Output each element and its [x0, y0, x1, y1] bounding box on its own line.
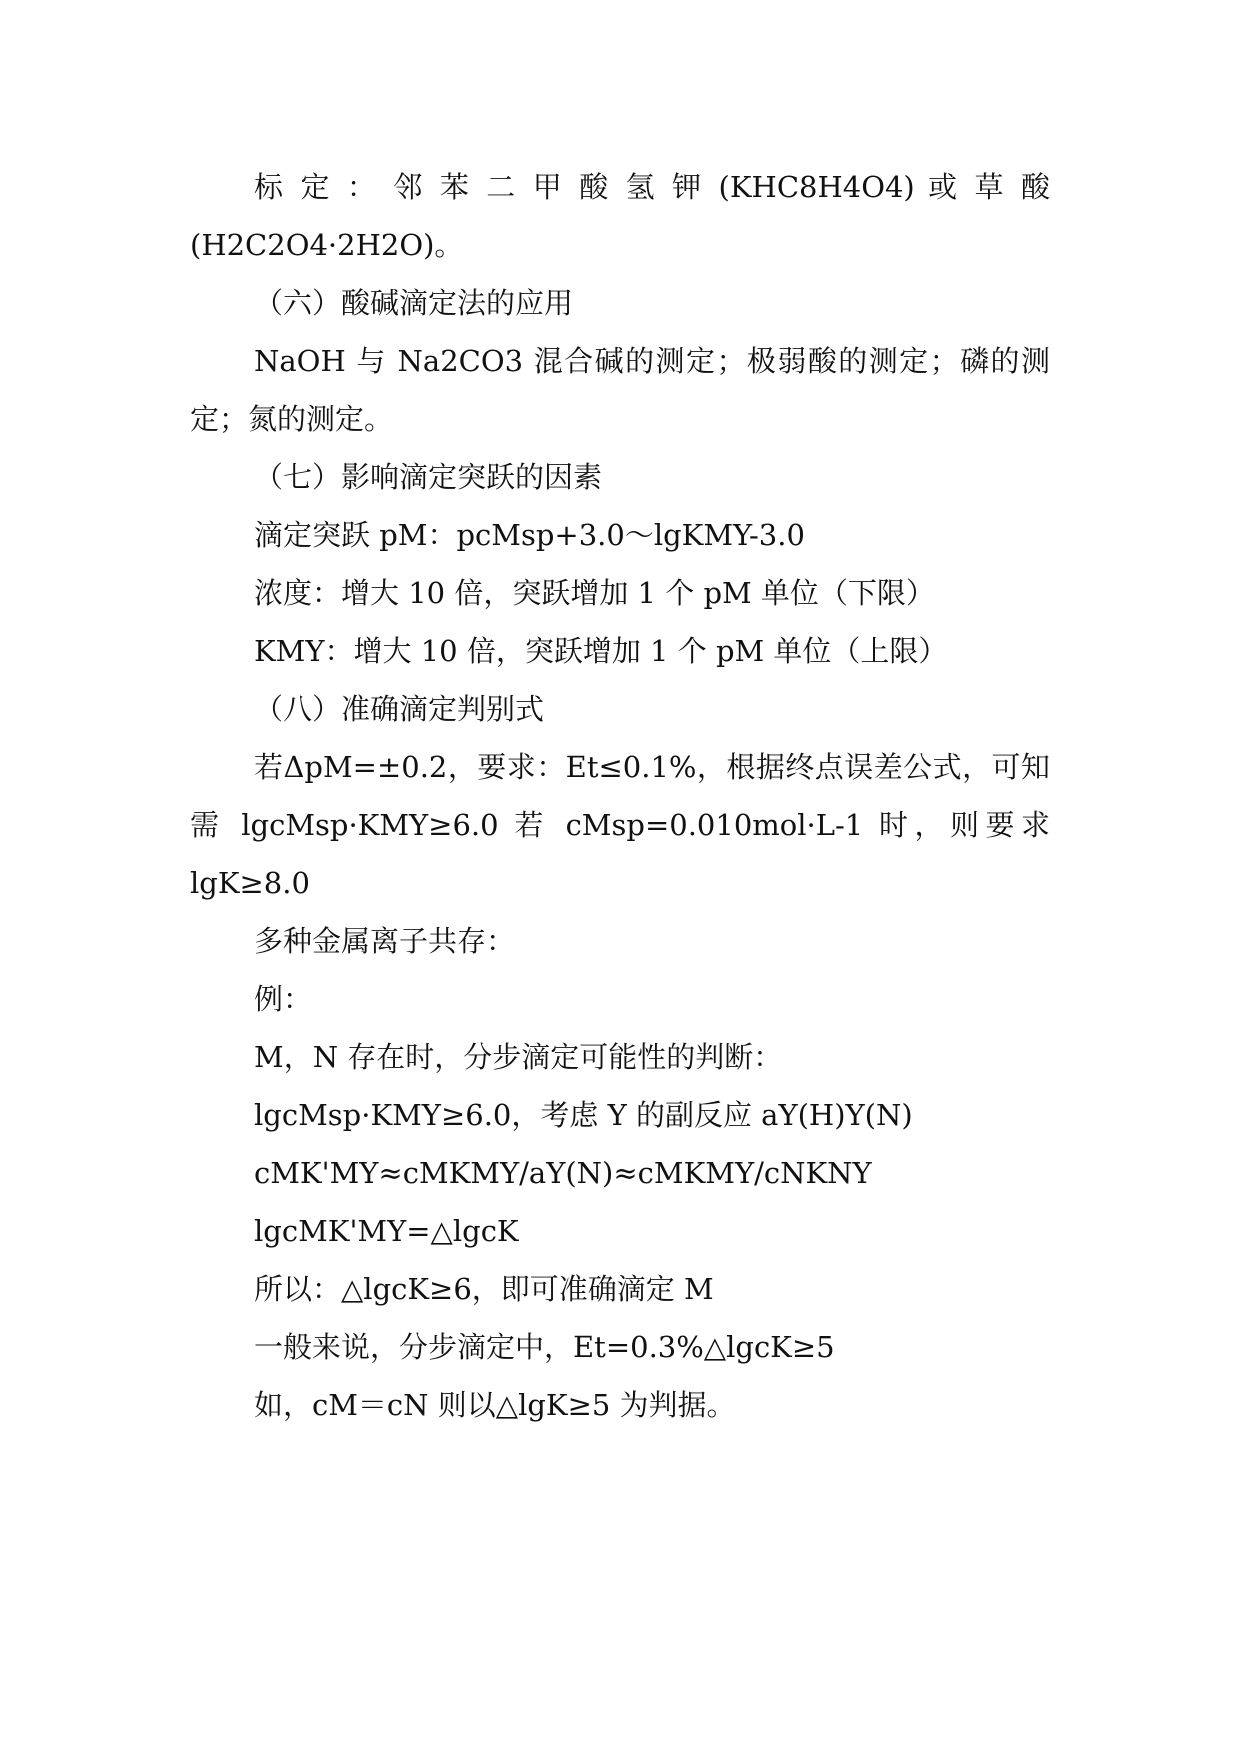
paragraph-equal-concentration: 如，cM＝cN 则以△lgK≥5 为判据。 [254, 1388, 736, 1422]
paragraph-kmy: KMY：增大 10 倍，突跃增加 1 个 pM 单位（上限） [254, 634, 948, 668]
paragraph-side-reaction: lgcMsp·KMY≥6.0，考虑 Y 的副反应 aY(H)Y(N) [254, 1098, 913, 1132]
paragraph-conditional-constant: cMK'MY≈cMKMY/aY(N)≈cMKMY/cNKNY [254, 1156, 872, 1190]
heading-section-6: （六）酸碱滴定法的应用 [254, 286, 574, 320]
document-page [190, 158, 1050, 1434]
paragraph-applications: NaOH 与 Na2CO3 混合碱的测定；极弱酸的测定；磷的测定；氮的测定。 [190, 344, 1050, 436]
paragraph-multiple-ions: 多种金属离子共存： [254, 924, 516, 958]
paragraph-stepwise-judgement: M，N 存在时，分步滴定可能性的判断： [254, 1040, 783, 1074]
paragraph-conclusion: 所以：△lgcK≥6，即可准确滴定 M [254, 1272, 714, 1306]
paragraph-example: 例： [254, 982, 313, 1016]
heading-section-8: （八）准确滴定判别式 [254, 692, 545, 726]
paragraph-concentration: 浓度：增大 10 倍，突跃增加 1 个 pM 单位（下限） [254, 576, 935, 610]
paragraph-delta-lgck: lgcMK'MY=△lgcK [254, 1214, 519, 1248]
paragraph-calibration: 标 定 ： 邻 苯 二 甲 酸 氢 钾 (KHC8H4O4) 或 草 酸 (H2C2O4·2H2O)。 [190, 170, 1050, 262]
paragraph-titration-jump: 滴定突跃 pM：pcMsp+3.0～lgKMY-3.0 [254, 518, 805, 552]
paragraph-criterion: 若ΔpM=±0.2，要求：Et≤0.1%，根据终点误差公式，可知需 lgcMsp·KMY≥6.0 若 cMsp=0.010mol·L-1 时，则要求 lgK≥8.0 [190, 750, 1050, 900]
heading-section-7: （七）影响滴定突跃的因素 [254, 460, 603, 494]
paragraph-general-rule: 一般来说，分步滴定中，Et=0.3%△lgcK≥5 [254, 1330, 835, 1364]
